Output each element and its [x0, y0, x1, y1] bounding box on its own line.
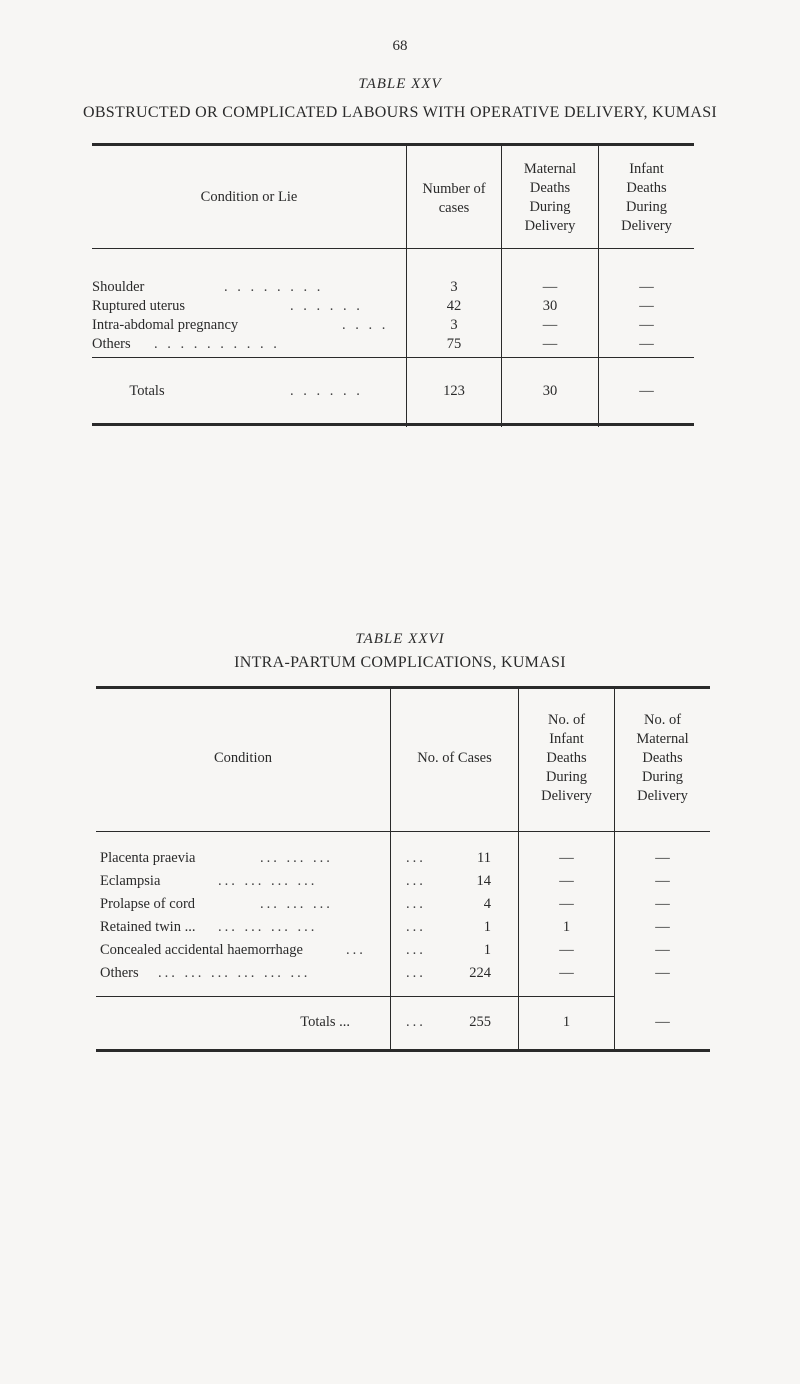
- cell-cases: 14: [476, 873, 491, 889]
- header-line: Infant: [629, 161, 664, 177]
- table26-top-rule: [96, 686, 710, 689]
- row-label: Placenta praevia: [100, 850, 196, 866]
- totals-label: Totals ...: [300, 1014, 350, 1030]
- row-label: Shoulder: [92, 279, 145, 295]
- table26-header-cases: No. of Cases: [417, 750, 492, 766]
- leader-dots: ...: [406, 850, 426, 866]
- cell-infant-deaths: —: [639, 298, 654, 314]
- table25-top-rule: [92, 143, 694, 146]
- table-row: [92, 317, 238, 334]
- cell-cases: 224: [469, 965, 491, 981]
- header-line: Infant: [549, 731, 584, 747]
- table-row: [92, 298, 185, 315]
- table-row: [100, 873, 160, 890]
- header-line: Deaths: [626, 180, 667, 196]
- cell-infant-deaths: —: [559, 873, 574, 889]
- totals-cases: 123: [443, 383, 465, 399]
- cell-maternal-deaths: —: [655, 919, 670, 935]
- header-line: Deaths: [642, 750, 683, 766]
- leader-dots: ...: [406, 896, 426, 912]
- leader-dots: ... ... ... ...: [218, 873, 318, 889]
- row-label: Others: [100, 965, 139, 981]
- table25-header-condition: Condition or Lie: [200, 189, 298, 205]
- cell-cases: 4: [483, 896, 491, 912]
- table26-header-rule: [96, 831, 710, 832]
- cell-cases: 1: [483, 919, 491, 935]
- row-label: Retained twin ...: [100, 919, 196, 935]
- leader-dots: ...: [406, 919, 426, 935]
- cell-infant-deaths: —: [559, 896, 574, 912]
- header-line: During: [625, 199, 668, 215]
- cell-maternal-deaths: 30: [542, 298, 558, 314]
- header-line: Maternal: [523, 161, 577, 177]
- totals-cases: 255: [469, 1014, 491, 1030]
- cell-cases: 11: [477, 850, 491, 866]
- cell-cases: 1: [483, 942, 491, 958]
- cell-maternal-deaths: —: [542, 279, 558, 295]
- leader-dots: . . . .: [342, 317, 389, 333]
- leader-dots: ... ... ...: [260, 850, 333, 866]
- header-line: Deaths: [529, 180, 571, 196]
- header-line: Maternal: [636, 731, 689, 747]
- cell-maternal-deaths: —: [655, 942, 670, 958]
- row-label: Ruptured uterus: [92, 298, 186, 314]
- leader-dots: ...: [406, 1014, 426, 1030]
- cell-cases: 3: [450, 317, 458, 333]
- table-row: [100, 942, 303, 959]
- table26-subtitle: INTRA-PARTUM COMPLICATIONS, KUMASI: [234, 654, 566, 671]
- leader-dots: ... ... ... ... ... ...: [158, 965, 311, 981]
- table25-title: TABLE XXV: [358, 76, 442, 92]
- header-line: During: [641, 769, 684, 785]
- cell-infant-deaths: —: [559, 850, 574, 866]
- table-row: [100, 965, 139, 982]
- header-line: Delivery: [524, 218, 576, 234]
- table25-bottom-rule: [92, 423, 694, 426]
- table26-bottom-rule: [96, 1049, 710, 1052]
- table26-header-maternal-deaths: [615, 711, 710, 806]
- row-label: Others: [92, 336, 131, 352]
- cell-infant-deaths: —: [639, 279, 654, 295]
- header-line: No. of: [643, 712, 682, 728]
- cell-cases: 75: [446, 336, 462, 352]
- header-line: Delivery: [621, 218, 672, 234]
- table26-header-condition: Condition: [213, 750, 272, 766]
- leader-dots: . . . . . . . . . .: [154, 336, 280, 352]
- table-row: [92, 279, 144, 296]
- table26-title: TABLE XXVI: [355, 631, 445, 647]
- totals-infant-deaths: 1: [562, 1014, 571, 1030]
- totals-infant-deaths: —: [639, 383, 654, 399]
- totals-maternal-deaths: 30: [542, 383, 558, 399]
- cell-infant-deaths: —: [639, 317, 654, 333]
- table25-totals-rule: [92, 357, 694, 358]
- totals-maternal-deaths: —: [655, 1014, 670, 1030]
- cell-infant-deaths: —: [559, 965, 574, 981]
- row-label: Concealed accidental haemorrhage: [100, 942, 303, 958]
- cell-maternal-deaths: —: [542, 317, 558, 333]
- leader-dots: . . . . . . . .: [224, 279, 324, 295]
- table25-header-infant-deaths: [599, 160, 694, 236]
- leader-dots: . . . . . .: [290, 383, 363, 399]
- cell-maternal-deaths: —: [655, 896, 670, 912]
- leader-dots: ...: [406, 942, 426, 958]
- leader-dots: ... ... ...: [260, 896, 333, 912]
- header-line: Number of: [422, 181, 486, 197]
- header-line: Deaths: [546, 750, 587, 766]
- leader-dots: ... ... ... ...: [218, 919, 318, 935]
- row-label: Intra-abdomal pregnancy: [92, 317, 239, 333]
- cell-infant-deaths: —: [559, 942, 574, 958]
- table-row: [100, 896, 195, 913]
- leader-dots: ...: [406, 873, 426, 889]
- header-line: cases: [438, 200, 470, 216]
- header-line: No. of: [547, 712, 586, 728]
- table25-header-maternal-deaths: [502, 160, 598, 236]
- header-line: Delivery: [541, 788, 592, 804]
- table25-subtitle: OBSTRUCTED OR COMPLICATED LABOURS WITH OPERATIVE DELIVERY, KUMASI: [82, 104, 718, 121]
- cell-maternal-deaths: —: [655, 850, 670, 866]
- header-line: During: [529, 199, 571, 215]
- row-label: Eclampsia: [100, 873, 161, 889]
- leader-dots: ...: [346, 942, 366, 958]
- table-row: [92, 336, 131, 353]
- cell-cases: 42: [446, 298, 462, 314]
- table-row: [100, 919, 195, 936]
- table26: [96, 686, 710, 1052]
- page-number: 68: [392, 38, 408, 54]
- cell-cases: 3: [450, 279, 458, 295]
- table25-header-rule: [92, 248, 694, 249]
- totals-label: Totals: [129, 383, 165, 399]
- row-label: Prolapse of cord: [100, 896, 196, 912]
- cell-maternal-deaths: —: [655, 873, 670, 889]
- header-line: During: [545, 769, 588, 785]
- cell-infant-deaths: 1: [562, 919, 571, 935]
- table25: [92, 143, 694, 427]
- table26-col-divider: [390, 689, 391, 1049]
- table25-header-cases: [407, 180, 501, 218]
- cell-maternal-deaths: —: [655, 965, 670, 981]
- cell-infant-deaths: —: [639, 336, 654, 352]
- header-line: Delivery: [637, 788, 688, 804]
- table26-totals-rule: [96, 996, 614, 997]
- leader-dots: . . . . . .: [290, 298, 363, 314]
- table-row: [100, 850, 195, 867]
- table26-header-infant-deaths: [519, 711, 614, 806]
- leader-dots: ...: [406, 965, 426, 981]
- cell-maternal-deaths: —: [542, 336, 558, 352]
